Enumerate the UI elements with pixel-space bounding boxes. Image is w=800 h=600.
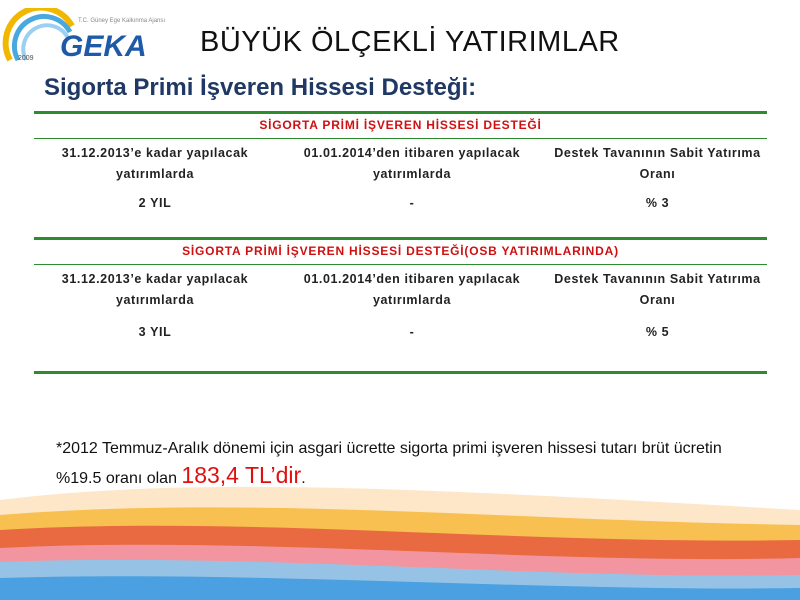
section-subtitle: Sigorta Primi İşveren Hissesi Desteği: (44, 74, 477, 101)
support-table-2 (34, 237, 767, 374)
value-cell: - (409, 196, 415, 210)
header-cell: 31.12.2013’e kadar yapılacak yatırımlarda (61, 272, 249, 307)
footnote-text: *2012 Temmuz-Aralık dönemi için asgari ücrette sigorta primi işveren hissesi tutarı brüt ücretin %19.5 oranı olan (56, 440, 722, 487)
support-table-1 (34, 111, 767, 224)
geka-logo (0, 8, 180, 68)
logo-year: 2009 (18, 55, 34, 62)
table-title: SİGORTA PRİMİ İŞVEREN HİSSESİ DESTEĞİ(OSB YATIRIMLARINDA) (182, 244, 619, 258)
header-cell: 01.01.2014’den itibaren yapılacak yatırımlarda (303, 272, 521, 307)
value-cell: % 5 (645, 325, 670, 339)
header-cell: Destek Tavanının Sabit Yatırıma Oranı (554, 272, 761, 307)
footnote-suffix: . (301, 470, 306, 487)
value-cell: % 3 (645, 196, 670, 210)
header-cell: 31.12.2013’e kadar yapılacak yatırımlarda (61, 146, 249, 181)
value-cell: 3 YIL (138, 325, 172, 339)
table-title: SİGORTA PRİMİ İŞVEREN HİSSESİ DESTEĞİ (259, 118, 542, 132)
header-cell: 01.01.2014’den itibaren yapılacak yatırımlarda (303, 146, 521, 181)
footnote (56, 436, 756, 492)
page-title: BÜYÜK ÖLÇEKLİ YATIRIMLAR (200, 26, 620, 58)
value-cell: 2 YIL (138, 196, 172, 210)
header-cell: Destek Tavanının Sabit Yatırıma Oranı (554, 146, 761, 181)
value-cell: - (409, 325, 415, 339)
logo-small-text: T.C. Güney Ege Kalkınma Ajansı (78, 18, 166, 24)
footnote-amount: 183,4 TL’dir (181, 462, 302, 488)
logo-text: GEKA (60, 30, 147, 63)
